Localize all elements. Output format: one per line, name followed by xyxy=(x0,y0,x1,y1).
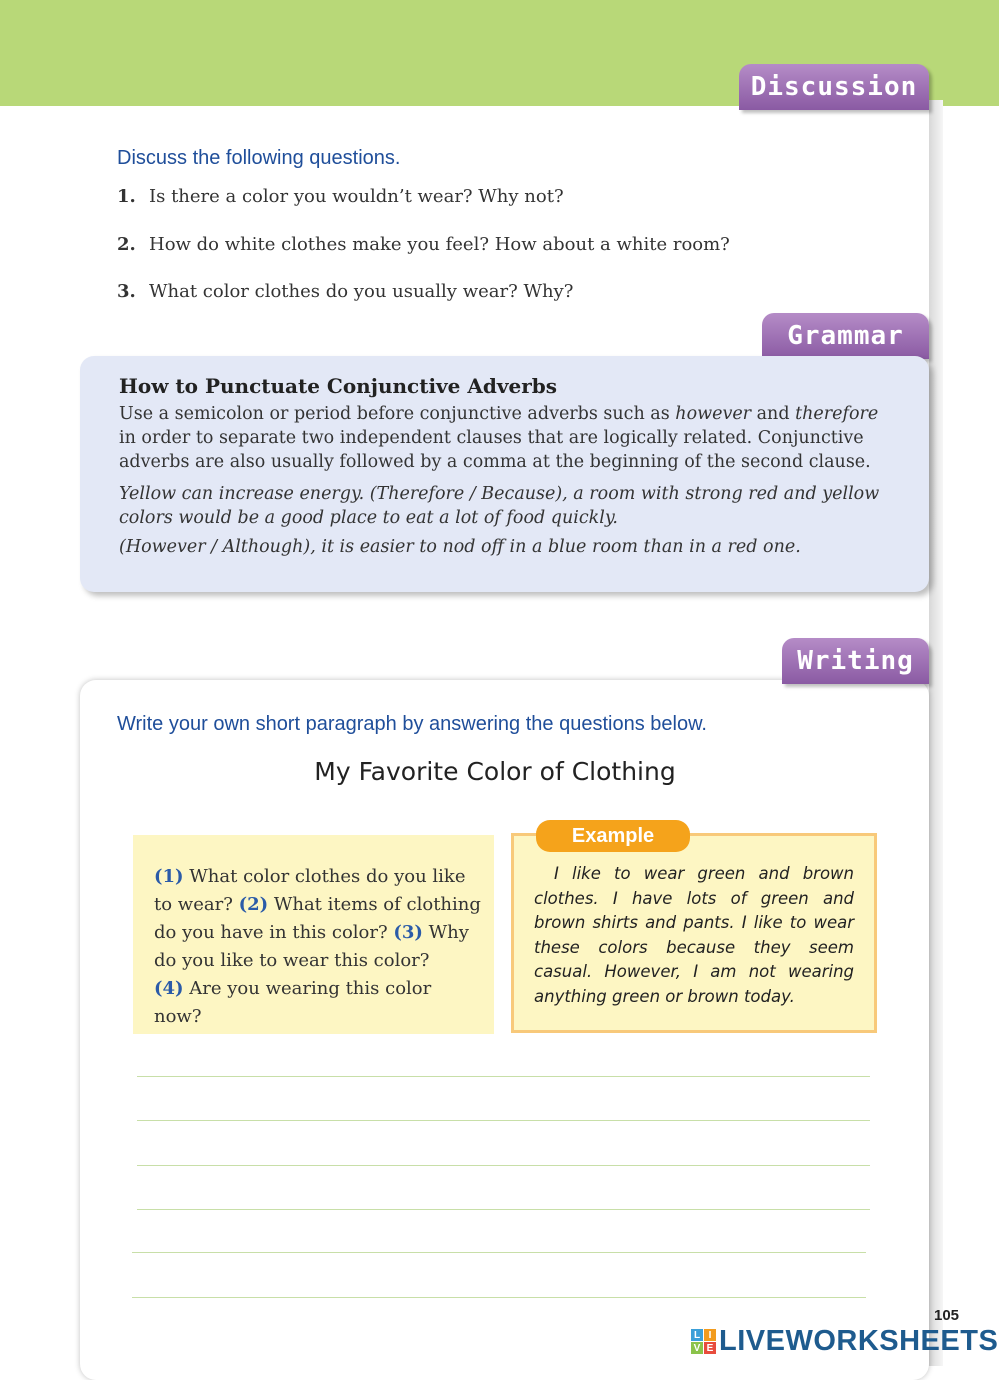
grammar-term-however: however xyxy=(675,404,752,424)
tab-grammar: Grammar xyxy=(762,313,929,359)
writing-line[interactable] xyxy=(132,1297,866,1298)
tab-writing: Writing xyxy=(782,638,929,684)
example-label: Example xyxy=(536,820,690,852)
writing-line[interactable] xyxy=(132,1252,866,1253)
grammar-example: Yellow can increase energy. (Therefore / Because), a room with strong red and yellow colors would be a good place to eat a lot of food quickly. xyxy=(119,484,880,528)
writing-instruction: Write your own short paragraph by answering the questions below. xyxy=(117,713,707,735)
liveworksheets-brand[interactable] xyxy=(691,1325,998,1358)
example-text: I like to wear green and brown clothes. I have lots of green and brown shirts and pants. I like to wear these colors because they seem casual. However, I am not wearing anything green or brown today. xyxy=(534,864,854,1006)
prompt-questions: (1) What color clothes do you like to wear? (2) What items of clothing do you have in this color? (3) Why do you like to wear this color? (4) Are you wearing this color now? xyxy=(154,866,481,1027)
question-number: 1. xyxy=(117,186,136,207)
question-text: What color clothes do you usually wear? Why? xyxy=(149,281,574,302)
liveworksheets-logo-icon: L I V E xyxy=(691,1329,716,1354)
question-text: How do white clothes make you feel? How about a white room? xyxy=(149,233,730,255)
writing-line[interactable] xyxy=(137,1076,870,1077)
question-text: Is there a color you wouldn’t wear? Why not? xyxy=(149,186,564,207)
question-number: 2. xyxy=(117,233,136,255)
question-item xyxy=(117,186,897,234)
discussion-question-list xyxy=(117,186,897,329)
tab-discussion: Discussion xyxy=(739,64,929,110)
page-edge-shadow xyxy=(929,100,943,1366)
prompt-box xyxy=(133,835,494,1034)
page-number: 105 xyxy=(934,1307,960,1324)
writing-line[interactable] xyxy=(137,1120,870,1121)
writing-line[interactable] xyxy=(137,1165,870,1166)
writing-title: My Favorite Color of Clothing xyxy=(314,757,676,786)
grammar-term-therefore: therefore xyxy=(795,404,879,424)
example-box xyxy=(511,833,877,1033)
discussion-instruction: Discuss the following questions. xyxy=(117,147,401,169)
grammar-explanation: Use a semicolon or period before conjunctive adverbs such as however and therefore in order to separate two independent clauses that are logically related. Conjunctive adverbs are also usually followed by a comma at the beginning of the second clause. xyxy=(119,404,879,472)
grammar-box xyxy=(80,356,929,592)
writing-line[interactable] xyxy=(137,1209,870,1210)
question-number: 3. xyxy=(117,281,136,302)
grammar-example: (However / Although), it is easier to nod off in a blue room than in a red one. xyxy=(119,537,801,557)
question-item xyxy=(117,234,897,282)
grammar-title: How to Punctuate Conjunctive Adverbs xyxy=(119,374,557,398)
brand-text: LIVEWORKSHEETS xyxy=(719,1325,999,1357)
